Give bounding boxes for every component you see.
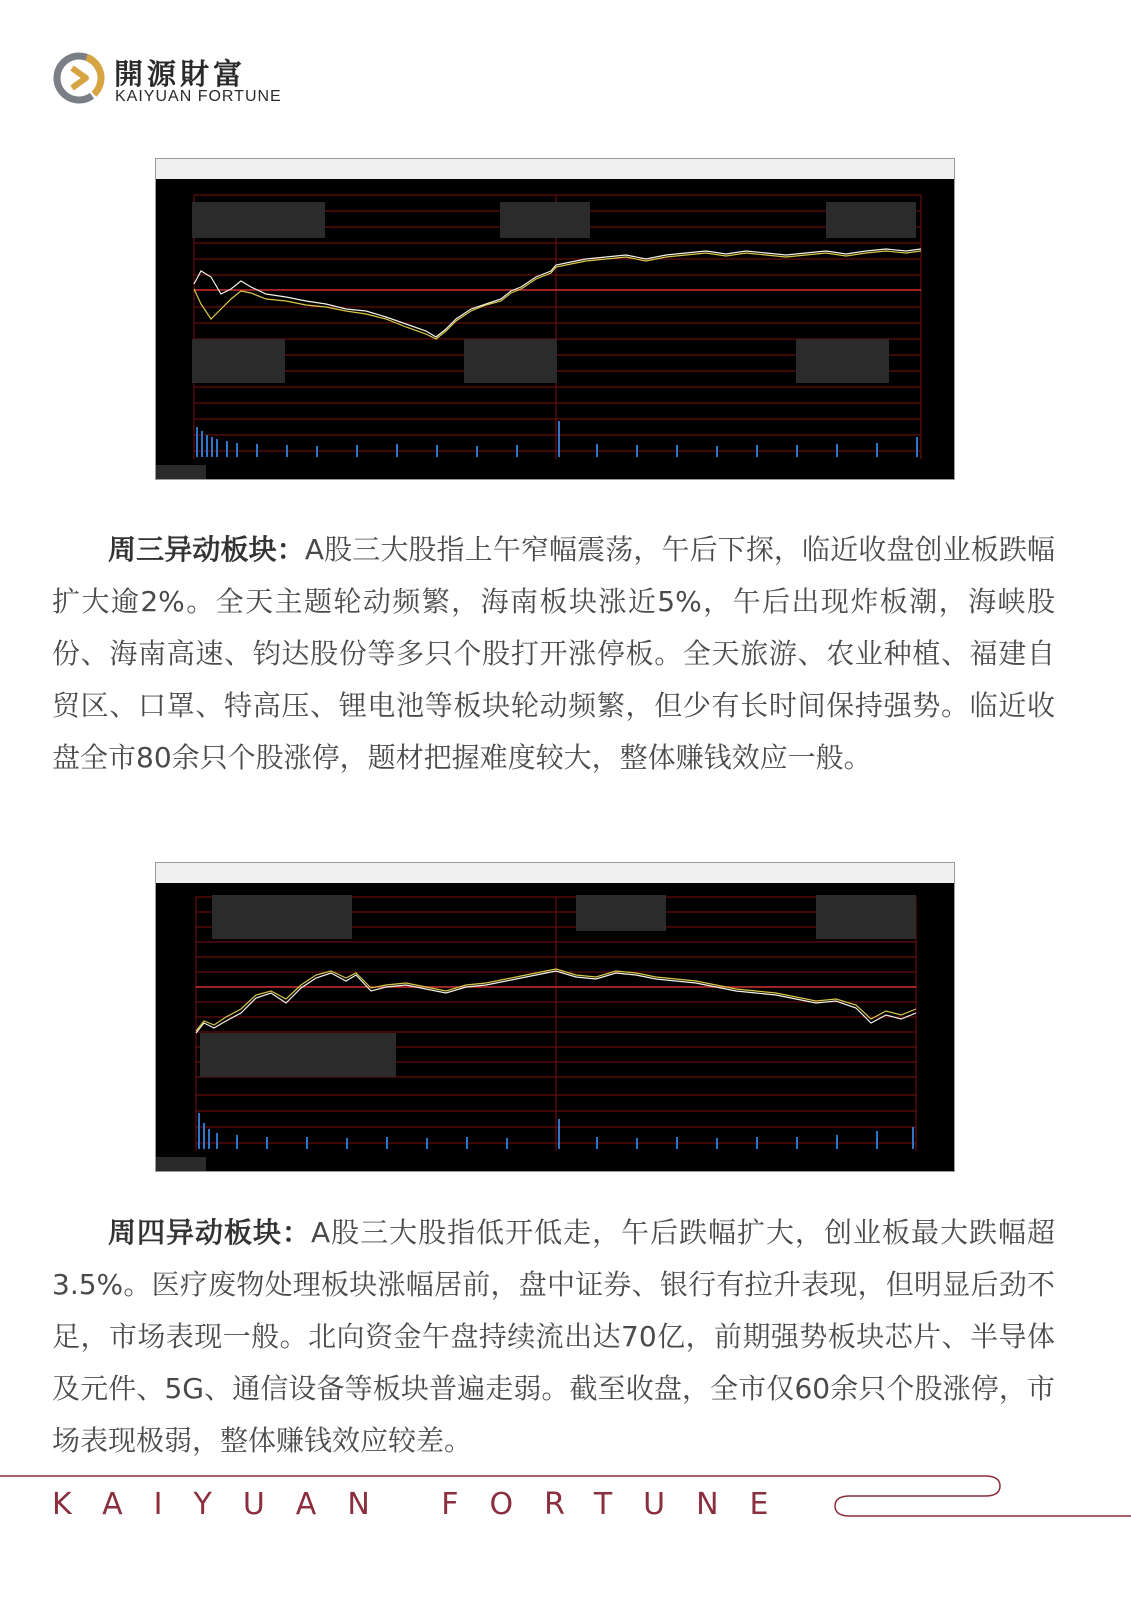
chart-screenshot-2 xyxy=(155,862,955,1172)
footer xyxy=(0,1470,1131,1550)
chart-screenshot-1 xyxy=(155,158,955,480)
section-thursday-lead: 周四异动板块： xyxy=(108,1216,311,1249)
intraday-chart-1 xyxy=(156,159,954,479)
footer-wordmark: KAIYUAN FORTUNE xyxy=(52,1487,800,1522)
brand-logo xyxy=(52,50,292,110)
intraday-chart-2 xyxy=(156,863,954,1171)
section-thursday xyxy=(52,1207,1055,1467)
brand-name-en: KAIYUAN FORTUNE xyxy=(115,88,282,105)
kaiyuan-logo-icon xyxy=(52,50,106,106)
section-thursday-body: A股三大股指低开低走，午后跌幅扩大，创业板最大跌幅超3.5%。医疗废物处理板块涨幅居前，盘中证券、银行有拉升表现，但明显后劲不足，市场表现一般。北向资金午盘持续流出达70亿，前期强势板块芯片、半导体及元件、5G、通信设备等板块普遍走弱。截至收盘，全市仅60余只个股涨停，市场表现极弱，整体赚钱效应较差。 xyxy=(52,1216,1055,1457)
section-wednesday xyxy=(52,524,1055,784)
section-wednesday-lead: 周三异动板块： xyxy=(108,533,305,566)
brand-name-cn: 開源財富 xyxy=(114,57,247,91)
section-wednesday-body: A股三大股指上午窄幅震荡，午后下探，临近收盘创业板跌幅扩大逾2%。全天主题轮动频繁，海南板块涨近5%，午后出现炸板潮，海峡股份、海南高速、钧达股份等多只个股打开涨停板。全天旅游、农业种植、福建自贸区、口罩、特高压、锂电池等板块轮动频繁，但少有长时间保持强势。临近收盘全市80余只个股涨停，题材把握难度较大，整体赚钱效应一般。 xyxy=(52,533,1055,774)
